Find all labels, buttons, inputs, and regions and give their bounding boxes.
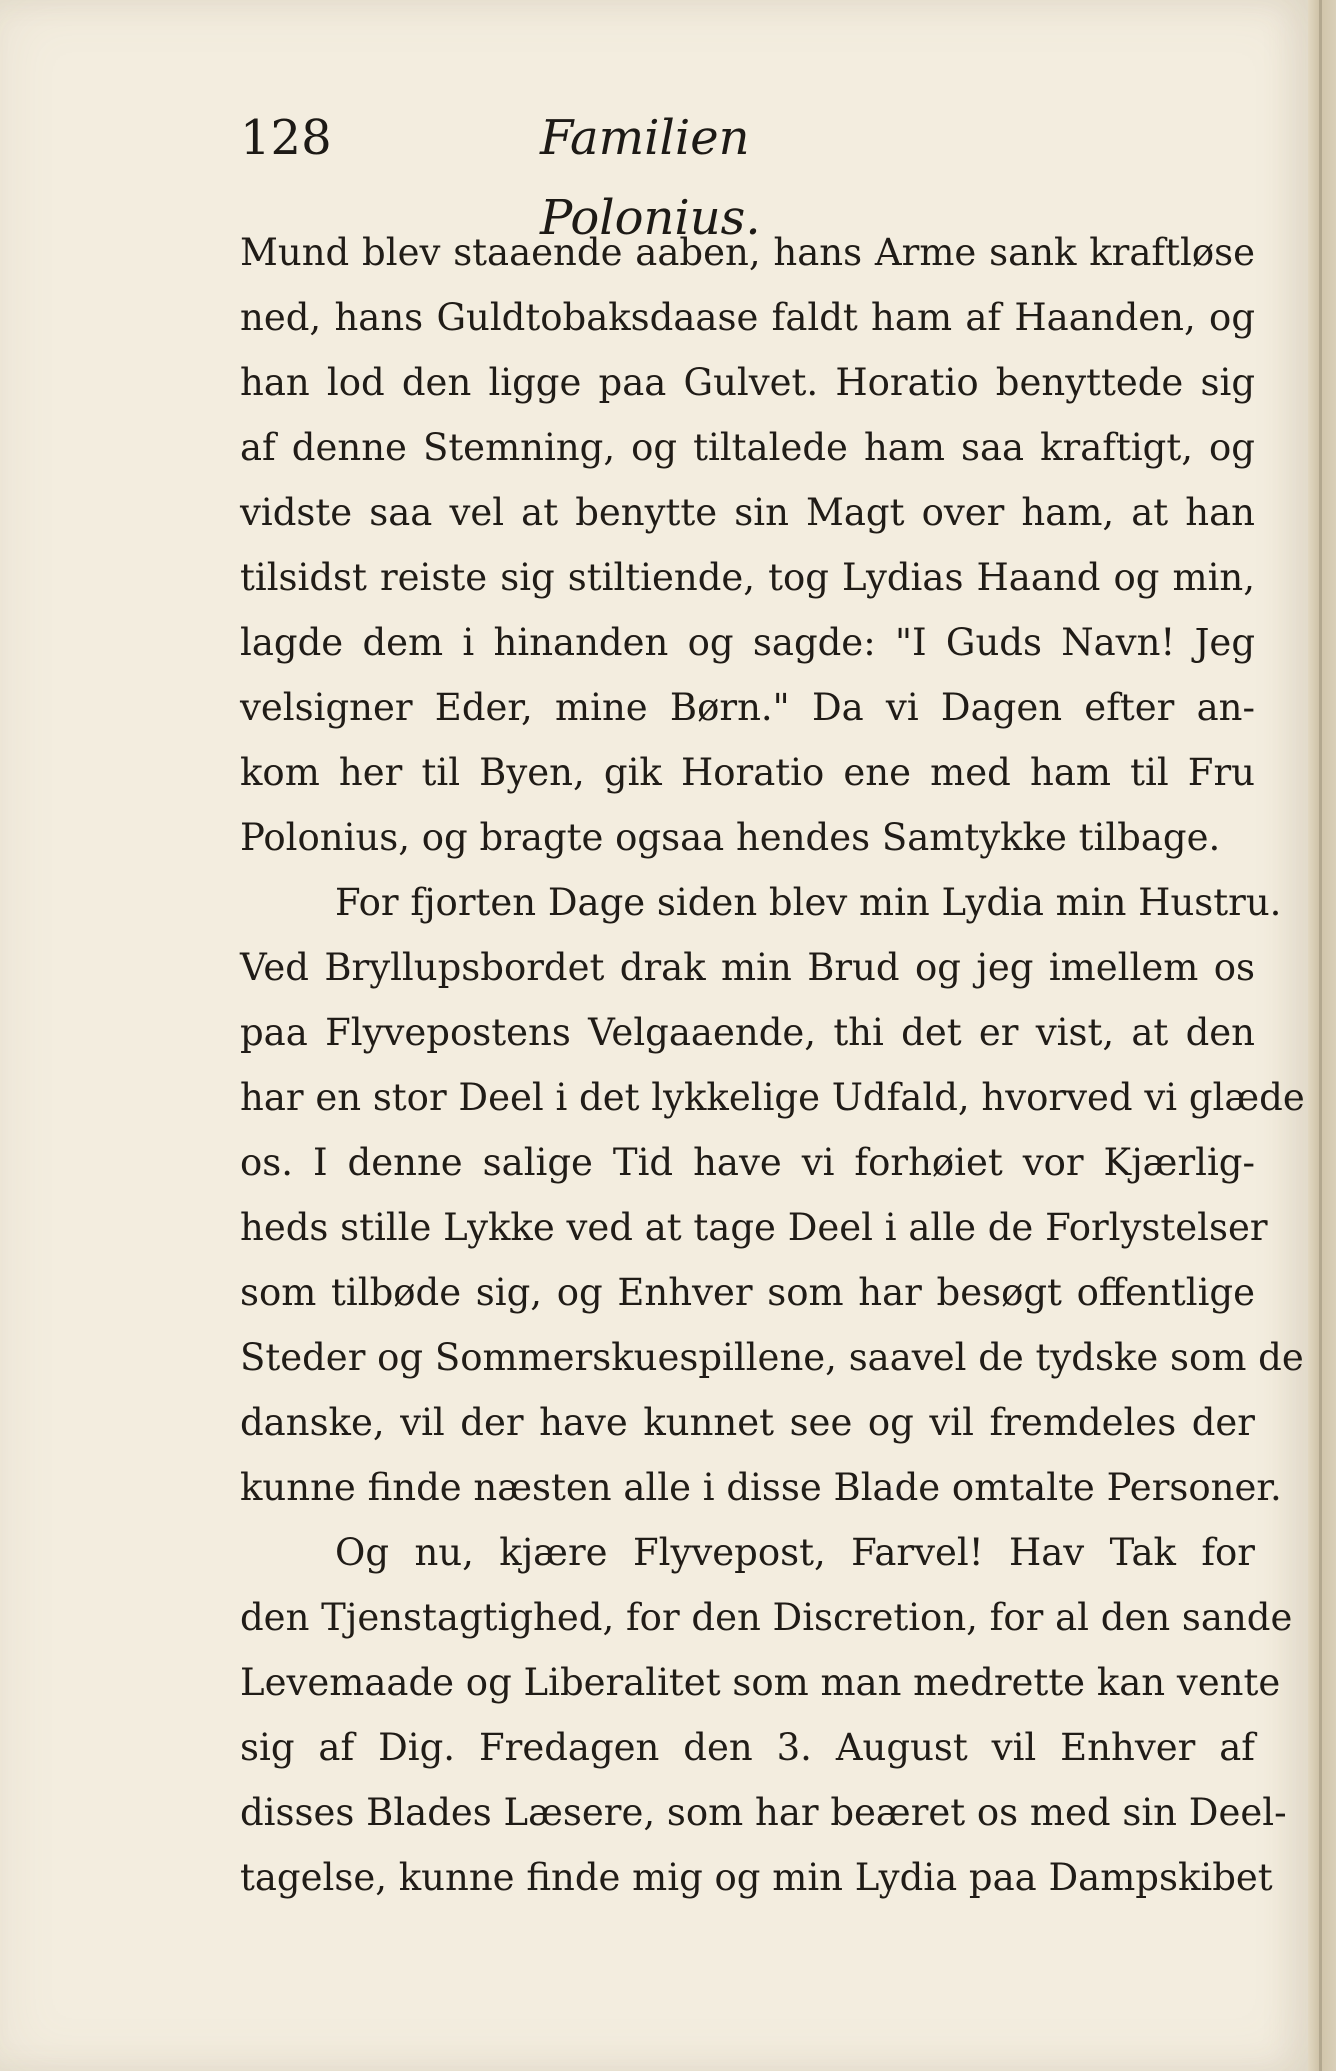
text-line: som tilbøde sig, og Enhver som har besøgt offentlige	[240, 1271, 1255, 1314]
text-line: For fjorten Dage siden blev min Lydia min Hustru.	[335, 881, 1282, 924]
text-line: den Tjenstagtighed, for den Discretion, for al den sande	[240, 1596, 1293, 1639]
text-line: ned, hans Guldtobaksdaase faldt ham af Haanden, og	[240, 296, 1255, 339]
text-line: Steder og Sommerskuespillene, saavel de tydske som de	[240, 1336, 1304, 1379]
paragraph-2	[240, 870, 1305, 1520]
text-line: Mund blev staaende aaben, hans Arme sank kraftløse	[240, 231, 1255, 274]
text-line: har en stor Deel i det lykkelige Udfald, hvorved vi glæde	[240, 1076, 1305, 1119]
paragraph-3	[240, 1520, 1293, 1910]
text-line: tagelse, kunne finde mig og min Lydia paa Dampskibet	[240, 1856, 1273, 1899]
text-line: Ved Bryllupsbordet drak min Brud og jeg imellem os	[240, 946, 1255, 989]
page-header	[240, 98, 960, 246]
body-text	[240, 220, 1305, 1910]
running-title: Familien Polonius.	[540, 110, 761, 246]
text-line: disses Blades Læsere, som har beæret os med sin Deel-	[240, 1791, 1287, 1834]
text-line: lagde dem i hinanden og sagde: "I Guds Navn! Jeg	[240, 621, 1255, 664]
text-line: danske, vil der have kunnet see og vil fremdeles der	[240, 1401, 1255, 1444]
edge-line	[1319, 0, 1322, 2071]
text-line: Levemaade og Liberalitet som man medrette kan vente	[240, 1661, 1281, 1704]
text-line: vidste saa vel at benytte sin Magt over ham, at han	[240, 491, 1255, 534]
text-line: Polonius, og bragte ogsaa hendes Samtykke tilbage.	[240, 816, 1221, 859]
text-line: kunne finde næsten alle i disse Blade omtalte Personer.	[240, 1466, 1282, 1509]
paragraph-1	[240, 220, 1255, 870]
page-edge	[1308, 0, 1336, 2071]
text-line: han lod den ligge paa Gulvet. Horatio benyttede sig	[240, 361, 1255, 404]
text-line: velsigner Eder, mine Børn." Da vi Dagen efter an-	[240, 686, 1255, 729]
text-line: Og nu, kjære Flyvepost, Farvel! Hav Tak for	[335, 1531, 1255, 1574]
text-line: kom her til Byen, gik Horatio ene med ham til Fru	[240, 751, 1255, 794]
text-line: heds stille Lykke ved at tage Deel i alle de Forlystelser	[240, 1206, 1268, 1249]
page-number: 128	[240, 110, 332, 166]
text-line: tilsidst reiste sig stiltiende, tog Lydias Haand og min,	[240, 556, 1255, 599]
text-line: af denne Stemning, og tiltalede ham saa kraftigt, og	[240, 426, 1255, 469]
text-line: sig af Dig. Fredagen den 3. August vil Enhver af	[240, 1726, 1255, 1769]
text-line: os. I denne salige Tid have vi forhøiet vor Kjærlig-	[240, 1141, 1255, 1184]
text-line: paa Flyvepostens Velgaaende, thi det er vist, at den	[240, 1011, 1255, 1054]
